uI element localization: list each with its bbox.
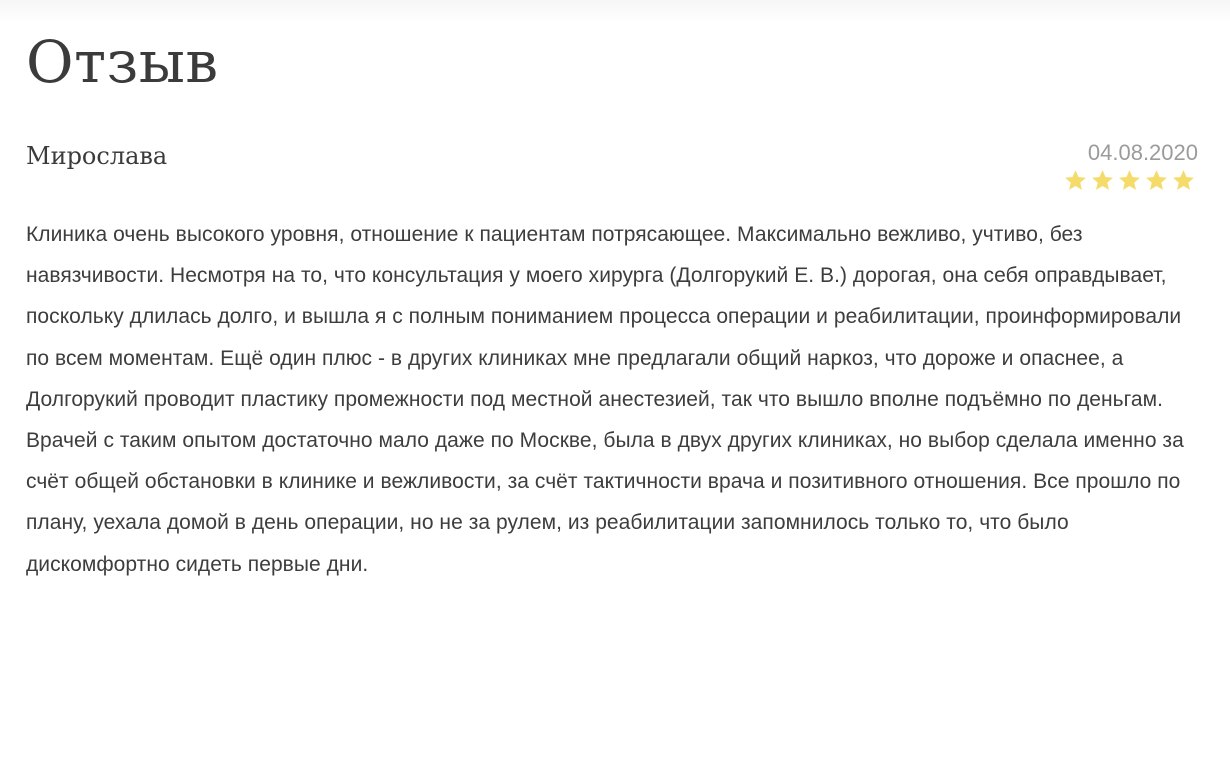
review-date: 04.08.2020 [1087,140,1198,165]
header-shadow [0,0,1230,22]
review-author: Мирослава [26,142,168,170]
star-icon [1090,168,1115,193]
star-icon [1171,168,1196,193]
star-icon [1117,168,1142,193]
rating-stars [1063,168,1196,193]
star-icon [1144,168,1169,193]
page-title: Отзыв [26,28,219,96]
review-text: Клиника очень высокого уровня, отношение к пациентам потрясающее. Максимально вежливо, учтиво, без навязчивости. Несмотря на то, что консультация у моего хирурга (Долгорукий Е. В.) дорогая, она себя оправдывает, поскольку длилась долго, и вышла я с полным пониманием процесса операции и реабилитации, проинформировали по всем моментам. Ещё один плюс - в других клиниках мне предлагали общий наркоз, что дороже и опаснее, а Долгорукий проводит пластику промежности под местной анестезией, так что вышло вполне подъёмно по деньгам. Врачей с таким опытом достаточно мало даже по Москве, была в двух других клиниках, но выбор сделала именно за счёт общей обстановки в клинике и вежливости, за счёт тактичности врача и позитивного отношения. Все прошло по плану, уехала домой в день операции, но не за рулем, из реабилитации запомнилось только то, что было дискомфортно сидеть первые дни. [26,223,1184,576]
star-icon [1063,168,1088,193]
